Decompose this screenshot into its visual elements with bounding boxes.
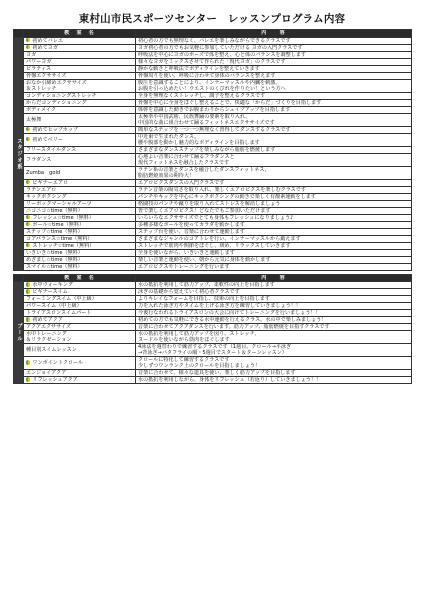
class-content-line: 腰や腹部を動かし魅力的なボディラインを目指します	[138, 139, 260, 146]
table-row	[14, 200, 412, 207]
class-content-line: 体幹を意識した動きでお腹まわりからシェイプアップを目指します	[138, 106, 291, 113]
program-table	[13, 29, 412, 384]
table-row	[14, 92, 412, 99]
class-name-cell	[24, 249, 136, 256]
class-content-cell	[136, 146, 412, 153]
class-name-text: 水中ウォーキング	[32, 282, 73, 288]
class-name-line	[26, 157, 133, 163]
class-name-cell	[24, 214, 136, 221]
class-name-cell	[24, 221, 136, 228]
class-content-line: 水の抵抗を利用しながら、身体をリフレッシュ（若返り）していきましょう！！	[138, 377, 322, 383]
class-content-line: さまざまなダンスステップを楽しみながら脂肪を燃焼します	[138, 146, 276, 153]
class-name-cell	[24, 153, 136, 166]
class-name-line	[26, 282, 133, 288]
class-name-text: からだコンディショニング	[26, 99, 87, 106]
class-name-cell	[24, 331, 136, 344]
class-name-text: アクアエクササイズ	[26, 324, 72, 330]
beginner-mark-icon	[26, 360, 30, 364]
class-name-line	[26, 310, 133, 316]
class-name-text: ラテンエアロ	[26, 186, 57, 193]
class-name-text: コアパランス☆time（無料）	[26, 235, 93, 242]
table-row	[14, 331, 412, 344]
class-name-line	[26, 236, 133, 242]
class-name-line	[26, 289, 133, 295]
beginner-mark-icon	[26, 377, 30, 381]
class-name-text: ＆ストレッチ	[26, 85, 57, 92]
class-name-cell	[24, 317, 136, 324]
class-content-cell	[136, 221, 412, 228]
class-content-line: 腹圧を意識することにより、インナーマッスルや内臓を刺激、	[138, 79, 281, 86]
class-content-cell	[136, 370, 412, 377]
table-row	[14, 207, 412, 214]
class-name-line	[26, 208, 133, 214]
class-content-cell	[136, 310, 412, 317]
table-row	[14, 370, 412, 377]
table-row	[14, 133, 412, 146]
class-content-cell	[136, 166, 412, 179]
class-content-line: エアロビクスダンスの入門クラスです	[138, 179, 225, 186]
class-name-text: 初めてヒップホップ	[32, 126, 79, 133]
class-content-cell	[136, 44, 412, 51]
class-name-cell	[24, 92, 136, 99]
class-name-text: 初めてベリー	[32, 136, 63, 143]
beginner-mark-icon	[26, 215, 30, 219]
class-content-cell	[136, 58, 412, 65]
class-content-line: 全身を使いながら、いきいきと運動します	[138, 249, 235, 256]
class-name-line	[26, 215, 133, 221]
class-name-cell	[24, 58, 136, 65]
class-name-cell	[24, 377, 136, 384]
class-content-cell	[136, 296, 412, 303]
class-name-cell	[24, 344, 136, 357]
class-content-cell	[136, 113, 412, 126]
class-content-cell	[136, 99, 412, 106]
class-name-cell	[24, 282, 136, 289]
class-name-text: ステップ☆time（無料）	[26, 228, 83, 235]
table-row	[14, 324, 412, 331]
table-row	[14, 310, 412, 317]
class-name-text: リフレッシュアクア	[32, 377, 78, 383]
class-name-line	[26, 170, 133, 176]
class-name-line	[26, 347, 133, 353]
class-content-line: 今後行なわれるトライアスロンの大会に向けてトレーニングを行いましょう！！	[138, 310, 321, 316]
table-row	[14, 317, 412, 324]
class-name-text: キックボクシング	[26, 193, 67, 200]
table-row	[14, 256, 412, 263]
class-name-text: ストレッチ☆time（無料）	[32, 242, 95, 249]
table-row	[14, 51, 412, 58]
class-name-cell	[24, 303, 136, 310]
beginner-mark-icon	[26, 137, 30, 141]
class-name-line	[26, 107, 133, 113]
class-name-line	[26, 370, 133, 376]
class-name-text: ヨガ	[26, 51, 37, 58]
class-content-cell	[136, 263, 412, 270]
class-content-line: 現代フィットネスを融合したクラスです	[138, 159, 230, 166]
class-content-line: ステップ台を使い、音楽に合わせて運動します	[138, 228, 245, 235]
table-row	[14, 214, 412, 221]
class-name-text: フレッシュ☆time（無料）	[32, 214, 94, 221]
class-content-line: パンチやキックを中心にキックボクシングの動きで楽しく有酸素運動をします	[138, 193, 316, 200]
class-name-text: ピラティス	[26, 65, 52, 72]
class-name-cell	[24, 166, 136, 179]
table-row	[14, 221, 412, 228]
header-class-name: 教 室 名	[24, 274, 136, 282]
class-content-line: 音楽に合わせてアクアダンスを行います。筋力アップ、脂肪燃焼を目指すクラスです	[138, 324, 330, 330]
class-name-line	[26, 180, 133, 186]
class-name-line	[26, 264, 133, 270]
table-row	[14, 65, 412, 72]
class-name-text: いきいき☆time（無料）	[26, 249, 83, 256]
class-content-cell	[136, 186, 412, 193]
class-content-line: →背泳ぎ→バタフライの順・5週目でスタート＆ターンレッスン）	[138, 350, 287, 356]
table-row	[14, 186, 412, 193]
class-name-text: コンディショニングストレッチ	[26, 92, 97, 99]
class-name-text: 初めてバレエ	[32, 37, 63, 44]
class-content-line: 多種多様なボールを使ってカラダを動かします	[138, 221, 245, 228]
table-row	[14, 166, 412, 179]
class-name-line	[26, 66, 133, 72]
class-name-text: ボール☆time（無料）	[32, 221, 85, 228]
class-content-line: 呼吸法を中心にヨガのポーズで体を整え、心と体のバランスを調整します	[138, 51, 306, 58]
class-name-line	[26, 137, 133, 143]
class-content-cell	[136, 92, 412, 99]
class-name-text: スマイル☆time（無料）	[26, 263, 83, 270]
class-name-text: リーボックマーシャルアーツ	[26, 200, 92, 207]
table-row	[14, 193, 412, 200]
class-name-line	[26, 243, 133, 249]
class-name-line	[26, 296, 133, 302]
class-name-cell	[24, 179, 136, 186]
class-content-cell	[136, 153, 412, 166]
header-content: 内 容	[136, 30, 412, 38]
class-content-line: 皆で楽しくエアロビクス！どなたでもご参加いただけます	[138, 207, 271, 214]
class-content-cell	[136, 228, 412, 235]
class-content-cell	[136, 37, 412, 44]
class-content-line: 少しずつワンランク上のクロールを目指しましょう！	[138, 363, 261, 369]
table-row	[14, 296, 412, 303]
class-name-text: めざまし☆time（無料）	[26, 256, 83, 263]
class-content-line: ヌードルを使いながら筋肉をほぐします	[138, 337, 230, 343]
class-name-line	[26, 194, 133, 200]
class-name-text: フリースタイルダンス	[26, 146, 77, 153]
class-content-cell	[136, 249, 412, 256]
table-row	[14, 377, 412, 384]
class-name-line	[26, 45, 133, 51]
table-row	[14, 146, 412, 153]
header-content: 内 容	[136, 274, 412, 282]
class-content-cell	[136, 303, 412, 310]
class-name-cell	[24, 106, 136, 113]
table-row	[14, 228, 412, 235]
class-content-line: 4泳法を週替わりで練習するクラスです（1週目、クロール→平泳ぎ	[138, 344, 292, 350]
class-name-text: 初めてアクア	[32, 317, 63, 323]
table-row	[14, 79, 412, 92]
class-name-cell	[24, 193, 136, 200]
class-name-cell	[24, 256, 136, 263]
table-row	[14, 357, 412, 370]
class-name-line	[26, 222, 133, 228]
class-name-cell	[24, 235, 136, 242]
class-name-cell	[24, 263, 136, 270]
header-blank	[14, 30, 24, 38]
table-row	[14, 106, 412, 113]
section-label: プール	[14, 282, 24, 384]
class-name-line	[26, 127, 133, 133]
class-content-cell	[136, 207, 412, 214]
class-name-line	[26, 117, 133, 123]
class-name-cell	[24, 99, 136, 106]
class-content-line: 脂肪燃焼効果の期待大！	[138, 172, 195, 179]
beginner-mark-icon	[26, 38, 30, 42]
beginner-mark-icon	[26, 317, 30, 321]
class-content-cell	[136, 106, 412, 113]
table-header-row	[14, 274, 412, 282]
table-row	[14, 126, 412, 133]
class-content-line: 力を入れた泳ぎ方やタイムを上げる泳ぎ方を練習していきましょう！！	[138, 303, 301, 309]
class-content-cell	[136, 344, 412, 357]
class-content-line: 楽しい音楽と運動を使い、朝から元気に身体を動かします	[138, 256, 271, 263]
class-content-line: お腹を引っ込めたい！ウエストのくびれを作りたい！という方へ	[138, 85, 286, 92]
class-name-line	[26, 250, 133, 256]
class-content-cell	[136, 242, 412, 249]
class-name-line	[26, 86, 133, 92]
class-name-line	[26, 187, 133, 193]
class-content-line: ラテン音楽の陽気さを取り入れ、楽しくエアロビクスを楽しむクラスです	[138, 186, 306, 193]
class-name-text: フォーミングスイム（中上級）	[26, 296, 97, 302]
table-row	[14, 303, 412, 310]
class-content-cell	[136, 377, 412, 384]
table-row	[14, 37, 412, 44]
class-content-line: ストレッチで筋肉や関節をほぐし、緩め、リラックスしていきます	[138, 242, 291, 249]
table-row	[14, 99, 412, 106]
class-content-line: 静かな動きと呼吸法でボディラインを整えていきます	[138, 65, 260, 72]
table-row	[14, 263, 412, 270]
class-content-line: 全身を無理なくストレッチし、調子を整えるクラスです	[138, 92, 266, 99]
class-content-line: よりキレイなフォームを目指し、技術の向上を目指します	[138, 296, 270, 302]
class-content-cell	[136, 357, 412, 370]
class-content-line: 太極拳や中国武術、民族舞踊の要素を取り入れ、	[138, 113, 251, 120]
class-name-text: パワーヨガ	[26, 58, 52, 65]
class-name-text: エンジョイアクア	[26, 370, 67, 376]
class-name-text: パワースイム（中上級）	[26, 303, 82, 309]
class-content-line: ラテン系の音楽とダンスを融合したダンスフィットネス、	[138, 166, 270, 173]
class-name-line	[26, 360, 133, 366]
class-name-cell	[24, 324, 136, 331]
class-content-line: 初めての方でも気軽にできる水中運動を行えるクラス。水の中で楽しみましょう！	[138, 317, 327, 323]
class-name-text: ボディメイク	[26, 106, 56, 113]
table-row	[14, 249, 412, 256]
class-name-text: 骨盤エクササイズ	[26, 72, 67, 79]
page-title: 東村山市民スポーツセンター レッスンプログラム内容	[78, 13, 346, 25]
class-content-cell	[136, 133, 412, 146]
class-content-cell	[136, 331, 412, 344]
class-content-line: いろいろなエクササイズでとても身体もフレッシュになりましょう♪	[138, 214, 294, 221]
class-name-text: 初めてヨガ	[32, 44, 58, 51]
header-class-name: 教 室 名	[24, 30, 136, 38]
class-name-cell	[24, 133, 136, 146]
class-content-line: クロールに特化して練習するクラスです	[138, 357, 230, 363]
class-name-text: ビギナースイム	[32, 289, 68, 295]
beginner-mark-icon	[26, 282, 30, 286]
class-name-cell	[24, 370, 136, 377]
class-content-cell	[136, 324, 412, 331]
class-content-line: エアロビクスやトレーニングを行います	[138, 263, 230, 270]
class-name-cell	[24, 310, 136, 317]
beginner-mark-icon	[26, 180, 30, 184]
class-content-cell	[136, 79, 412, 92]
table-row	[14, 153, 412, 166]
class-name-text: ワンポイントクロール	[32, 360, 84, 366]
class-content-cell	[136, 65, 412, 72]
class-name-line	[26, 377, 133, 383]
table-row	[14, 72, 412, 79]
class-content-line: 音楽に合わせて、様々な道具を使い、楽しく筋力アップを目指します	[138, 370, 296, 376]
class-content-line: 水の抵抗を利用して筋力アップを図り、ストレッチ、	[138, 331, 260, 337]
class-content-cell	[136, 51, 412, 58]
class-name-line	[26, 201, 133, 207]
table-row	[14, 242, 412, 249]
class-name-line	[26, 52, 133, 58]
class-name-cell	[24, 289, 136, 296]
class-content-line: 様々なヨガをミックスさせて作られた「現代ヨガ」のクラスです	[138, 58, 286, 65]
class-name-cell	[24, 37, 136, 44]
table-row	[14, 289, 412, 296]
class-content-cell	[136, 256, 412, 263]
class-name-cell	[24, 186, 136, 193]
class-content-cell	[136, 126, 412, 133]
class-name-cell	[24, 242, 136, 249]
class-content-line: 格闘技のパンチや蹴りを取り入れてストレスを解消しましょう	[138, 200, 281, 207]
class-name-line	[26, 59, 133, 65]
beginner-mark-icon	[26, 289, 30, 293]
section-label: スタジオ系	[14, 37, 24, 270]
class-name-line	[26, 324, 133, 330]
beginner-mark-icon	[26, 243, 30, 247]
class-content-cell	[136, 179, 412, 186]
table-row	[14, 282, 412, 289]
class-name-line	[26, 229, 133, 235]
class-name-line	[26, 147, 133, 153]
class-content-line: 泳ぎの基礎から覚えていく初心者クラスです	[138, 289, 240, 295]
class-name-line	[26, 317, 133, 323]
class-content-cell	[136, 282, 412, 289]
class-name-line	[26, 303, 133, 309]
class-content-cell	[136, 289, 412, 296]
class-name-cell	[24, 51, 136, 58]
table-row	[14, 235, 412, 242]
class-content-line: 中近東で生まれたダンス。	[138, 133, 200, 140]
class-name-text: 種目別スイムレッスン	[26, 347, 77, 353]
class-name-cell	[24, 146, 136, 153]
class-content-cell	[136, 72, 412, 79]
class-content-line: 骨盤を中心に全身をほぐし整えることで、快適な「からだ」づくりを目指します	[138, 99, 322, 106]
class-name-text: 水中トレーニング	[26, 331, 67, 337]
class-content-cell	[136, 235, 412, 242]
class-name-line	[26, 257, 133, 263]
class-content-cell	[136, 193, 412, 200]
class-content-cell	[136, 317, 412, 324]
beginner-mark-icon	[26, 222, 30, 226]
class-content-line: 骨盤周りを使い、呼吸に合わせて身体のバランスを整えます	[138, 72, 276, 79]
table-row	[14, 44, 412, 51]
class-name-text: ニコニコ☆time（無料）	[26, 207, 83, 214]
header-blank	[14, 274, 24, 282]
class-name-text: おなか引締めエクササイズ	[26, 79, 87, 86]
class-content-line: 簡単なステップを一つ一つ無理なく習得してダンスするクラスです	[138, 126, 291, 133]
class-content-line: 心地よい音楽に合わせて踊るフラダンスと	[138, 153, 235, 160]
beginner-mark-icon	[26, 45, 30, 49]
class-name-cell	[24, 72, 136, 79]
page	[13, 0, 411, 384]
beginner-mark-icon	[26, 127, 30, 131]
class-name-line	[26, 93, 133, 99]
class-name-cell	[24, 357, 136, 370]
class-name-line	[26, 73, 133, 79]
class-name-text: Zumba gold	[26, 169, 61, 176]
class-content-line: 中国的な曲に組合わせて踊るフィットネスエクササイズです	[138, 119, 275, 126]
class-name-text: トライアスロンスイムパート	[26, 310, 92, 316]
class-name-cell	[24, 79, 136, 92]
table-header-row	[14, 30, 412, 38]
class-name-cell	[24, 126, 136, 133]
class-name-line	[26, 100, 133, 106]
class-name-cell	[24, 113, 136, 126]
class-name-cell	[24, 296, 136, 303]
table-row	[14, 113, 412, 126]
class-name-text: フラダンス	[26, 156, 52, 163]
class-content-line: ヨガ初心者の方でもお気軽に参加していただける ヨガの入門クラスです	[138, 44, 303, 51]
table-row	[14, 344, 412, 357]
table-row	[14, 179, 412, 186]
class-name-line	[26, 337, 133, 343]
class-name-cell	[24, 200, 136, 207]
class-content-cell	[136, 200, 412, 207]
class-name-text: 太極舞	[26, 116, 42, 123]
class-name-cell	[24, 44, 136, 51]
class-content-line: 初心者の方でも無理なく、バレエを楽しみながらできるクラスです	[138, 37, 291, 44]
table-row	[14, 58, 412, 65]
class-content-cell	[136, 214, 412, 221]
class-name-text: ビギナーエアロ	[32, 179, 69, 186]
class-name-line	[26, 38, 133, 44]
class-name-text: ＆リラクゼーション	[26, 337, 72, 343]
class-name-cell	[24, 207, 136, 214]
class-name-cell	[24, 228, 136, 235]
class-content-line: さまざまなジャンルのコアトレを行い、インナーマッスルから鍛えます	[138, 235, 301, 242]
class-content-line: 水の抵抗を利用して筋力アップ、柔軟性の向上を目指します	[138, 282, 275, 288]
class-name-cell	[24, 65, 136, 72]
